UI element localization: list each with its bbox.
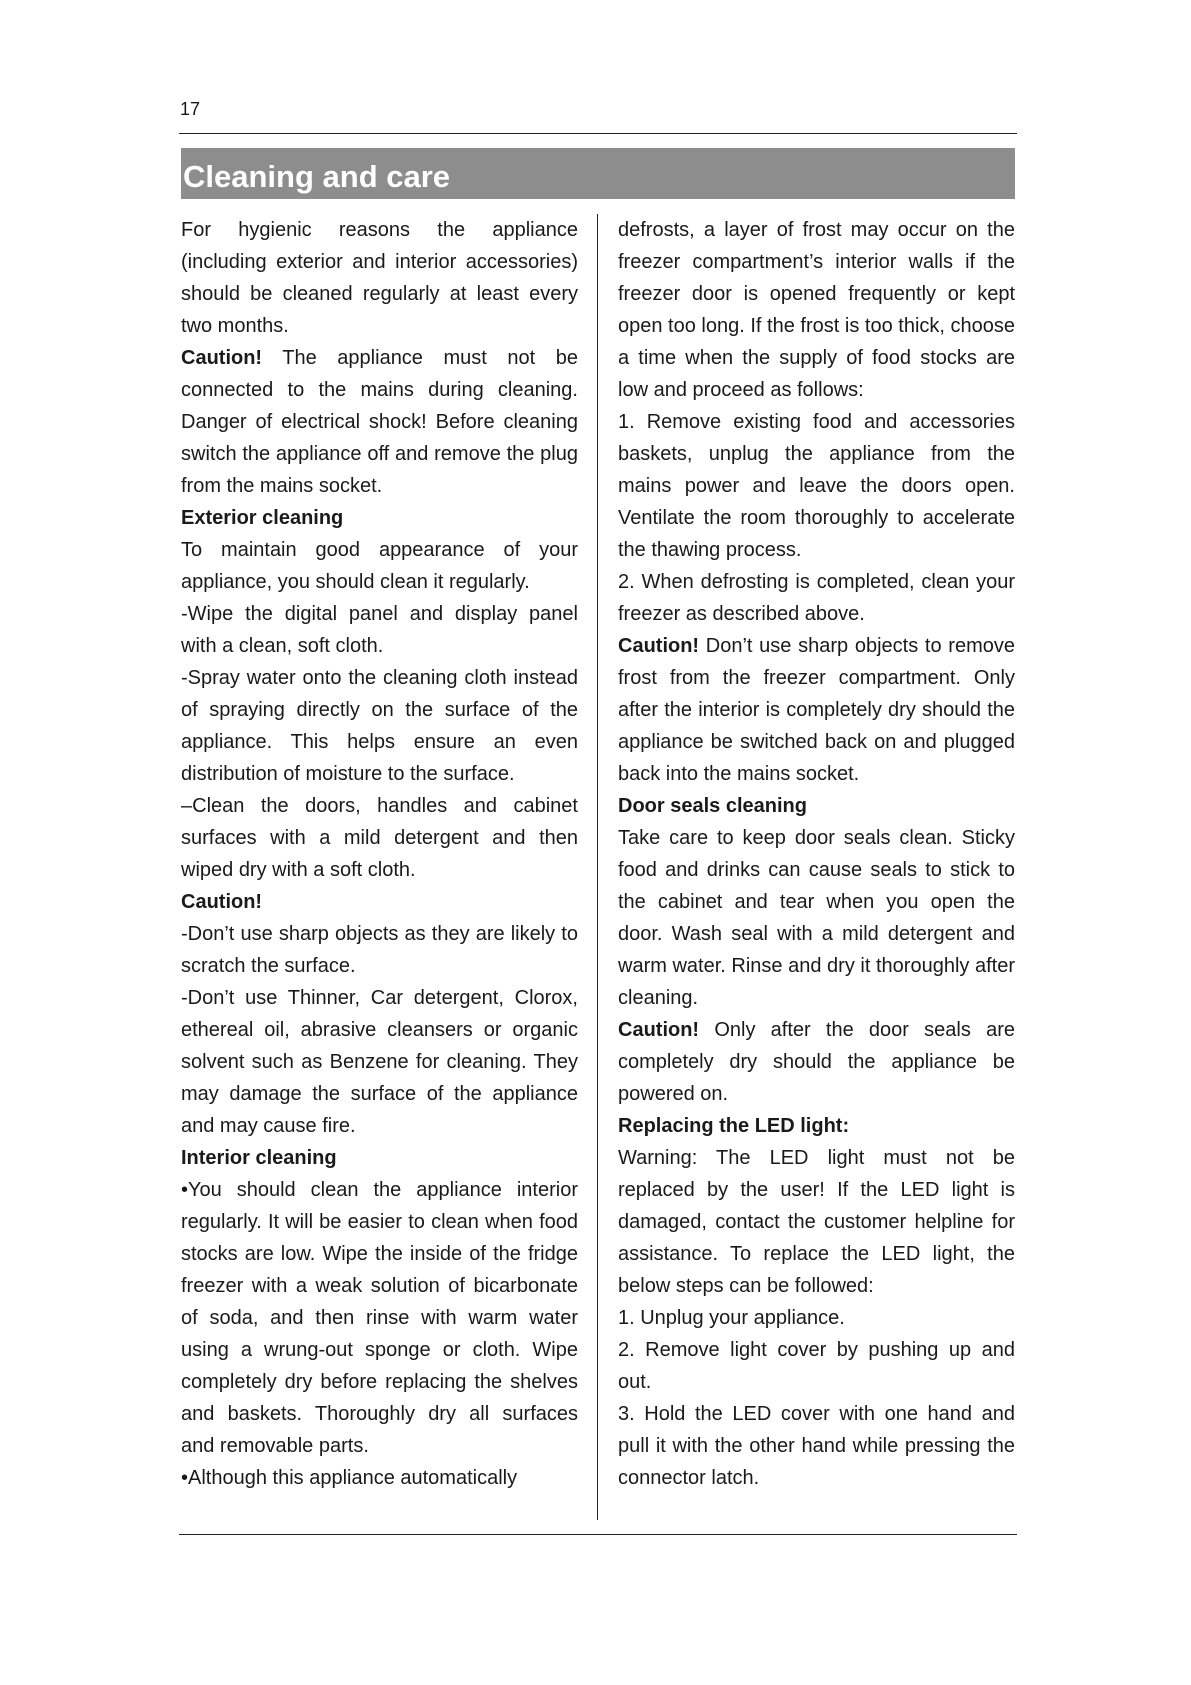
led-heading: Replacing the LED light:	[618, 1115, 850, 1137]
led-warning: Warning: The LED light must not be replaced by the user! If the LED light is damaged, contact the customer helpline for assistance. To replace the LED light, the below steps can be followed:	[618, 1147, 1015, 1297]
interior-paragraph: •You should clean the appliance interior regularly. It will be easier to clean when food stocks are low. Wipe the inside of the fridge freezer with a weak solution of bicarbonate of soda, and then rinse with warm water using a wrung-out sponge or cloth. Wipe completely dry before replacing the shelves and baskets. Thoroughly dry all surfaces and removable parts.	[181, 1179, 578, 1457]
door-seals-heading: Door seals cleaning	[618, 795, 807, 817]
exterior-paragraph: -Spray water onto the cleaning cloth instead of spraying directly on the surface of the appliance. This helps ensure an even distribution of moisture to the surface.	[181, 667, 578, 785]
bottom-rule	[179, 1534, 1017, 1535]
section-title-band	[181, 148, 1015, 199]
caution-text: Don’t use sharp objects to remove frost from the freezer compartment. Only after the interior is completely dry should the appliance be switched back on and plugged back into the mains socket.	[618, 635, 1015, 785]
right-column	[618, 214, 1015, 1494]
caution-label: Caution!	[618, 635, 700, 657]
exterior-cleaning-heading: Exterior cleaning	[181, 507, 344, 529]
exterior-paragraph: –Clean the doors, handles and cabinet surfaces with a mild detergent and then wiped dry with a soft cloth.	[181, 795, 578, 881]
column-divider	[597, 214, 598, 1520]
caution-text: The appliance must not be connected to the mains during cleaning. Danger of electrical shock! Before cleaning switch the appliance off and remove the plug from the mains socket.	[181, 347, 578, 497]
led-step: 3. Hold the LED cover with one hand and pull it with the other hand while pressing the connector latch.	[618, 1403, 1015, 1489]
left-column	[181, 214, 578, 1494]
interior-paragraph: •Although this appliance automatically	[181, 1467, 518, 1489]
caution-text: Only after the door seals are completely dry should the appliance be powered on.	[618, 1019, 1015, 1105]
led-step: 2. Remove light cover by pushing up and out.	[618, 1339, 1015, 1393]
section-title: Cleaning and care	[183, 159, 451, 194]
caution-label: Caution!	[618, 1019, 700, 1041]
defrost-step: 2. When defrosting is completed, clean your freezer as described above.	[618, 571, 1015, 625]
interior-cleaning-heading: Interior cleaning	[181, 1147, 337, 1169]
caution-paragraph: -Don’t use Thinner, Car detergent, Clorox, ethereal oil, abrasive cleansers or organic solvent such as Benzene for cleaning. They may damage the surface of the appliance and may cause fire.	[181, 987, 578, 1137]
top-rule	[179, 133, 1017, 134]
exterior-paragraph: -Wipe the digital panel and display panel with a clean, soft cloth.	[181, 603, 578, 657]
caution-heading: Caution!	[181, 891, 263, 913]
caution-paragraph	[618, 1014, 1015, 1110]
caution-label: Caution!	[181, 347, 263, 369]
exterior-paragraph: To maintain good appearance of your appliance, you should clean it regularly.	[181, 539, 578, 593]
defrost-paragraph: defrosts, a layer of frost may occur on the freezer compartment’s interior walls if the freezer door is opened frequently or kept open too long. If the frost is too thick, choose a time when the supply of food stocks are low and proceed as follows:	[618, 219, 1015, 401]
page-number: 17	[180, 99, 201, 119]
caution-paragraph	[181, 342, 578, 502]
door-seals-paragraph: Take care to keep door seals clean. Sticky food and drinks can cause seals to stick to the cabinet and tear when you open the door. Wash seal with a mild detergent and warm water. Rinse and dry it thoroughly after cleaning.	[618, 827, 1015, 1009]
caution-paragraph: -Don’t use sharp objects as they are likely to scratch the surface.	[181, 923, 578, 977]
led-step: 1. Unplug your appliance.	[618, 1307, 845, 1329]
defrost-step: 1. Remove existing food and accessories baskets, unplug the appliance from the mains power and leave the doors open. Ventilate the room thoroughly to accelerate the thawing process.	[618, 411, 1015, 561]
caution-paragraph	[618, 630, 1015, 790]
intro-paragraph: For hygienic reasons the appliance (including exterior and interior accessories) should be cleaned regularly at least every two months.	[181, 219, 578, 337]
